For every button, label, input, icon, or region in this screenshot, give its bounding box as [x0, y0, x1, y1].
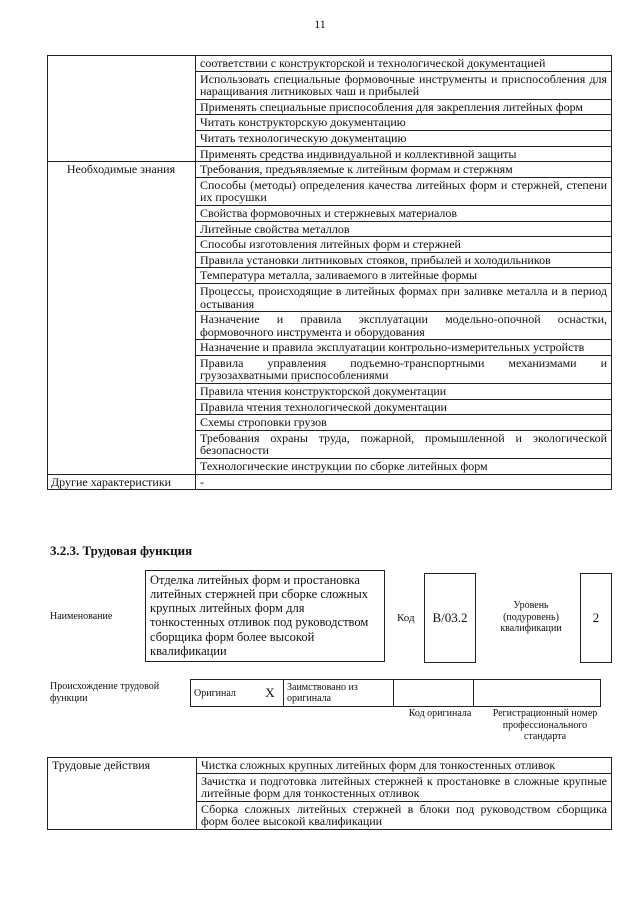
skill-item: Применять специальные приспособления для закрепления литейных форм: [196, 99, 612, 115]
knowledge-item: Правила установки литниковых стояков, прибылей и холодильников: [196, 252, 612, 268]
knowledge-item: Способы (методы) определения качества литейных форм и стержней, степени их просушки: [196, 177, 612, 205]
table-row: [191, 680, 601, 707]
name-label: Наименование: [50, 611, 113, 622]
origin-label: Происхождение трудовой функции: [50, 681, 160, 704]
requirements-table: [47, 55, 612, 490]
knowledge-item: Литейные свойства металлов: [196, 221, 612, 237]
action-item: Зачистка и подготовка литейных стержней к простановке в сложные крупные литейные форм для тонкостенных отливок: [197, 773, 612, 801]
original-mark: X: [257, 680, 284, 707]
knowledge-item: Способы изготовления литейных форм и стержней: [196, 237, 612, 253]
table-row: [48, 162, 612, 178]
knowledge-item: Свойства формовочных и стержневых материалов: [196, 205, 612, 221]
knowledge-item: Правила чтения технологической документации: [196, 399, 612, 415]
knowledge-item: Схемы строповки грузов: [196, 415, 612, 431]
original-label: Оригинал: [191, 680, 258, 707]
knowledge-item: Технологические инструкции по сборке литейных форм: [196, 459, 612, 475]
actions-table: [47, 757, 612, 830]
knowledge-item: Правила чтения конструкторской документации: [196, 384, 612, 400]
other-characteristics-value: -: [196, 474, 612, 490]
code-original-cell: [394, 680, 474, 707]
skill-item: Использовать специальные формовочные инструменты и приспособления для наращивания литниковых чаш и прибылей: [196, 71, 612, 99]
function-name-box: Отделка литейных форм и простановка литейных стержней при сборке сложных крупных литейных форм для тонкостенных отливок под руководством сборщика форм более высокой квалификации: [145, 570, 385, 662]
table-row: [48, 56, 612, 72]
code-original-label: Код оригинала: [408, 708, 472, 719]
section-title: 3.2.3. Трудовая функция: [50, 543, 193, 558]
knowledge-item: Правила управления подъемно-транспортными механизмами и грузозахватными приспособлениями: [196, 355, 612, 383]
knowledge-item: Требования, предъявляемые к литейным формам и стержням: [196, 162, 612, 178]
level-label: Уровень (подуровень) квалификации: [500, 600, 562, 634]
skill-item: соответствии с конструкторской и технологической документацией: [196, 56, 612, 72]
table-row: [48, 758, 612, 774]
knowledge-item: Назначение и правила эксплуатации модельно-опочной оснастки, формовочного инструмента и оборудования: [196, 312, 612, 340]
skill-item: Читать технологическую документацию: [196, 130, 612, 146]
knowledge-label: Необходимые знания: [48, 162, 196, 474]
borrowed-label: Заимствовано из оригинала: [284, 680, 394, 707]
skill-item: Применять средства индивидуальной и коллективной защиты: [196, 146, 612, 162]
action-item: Чистка сложных крупных литейных форм для тонкостенных отливок: [197, 758, 612, 774]
reg-number-label: Регистрационный номер профессионального стандарта: [492, 708, 598, 742]
other-characteristics-label: Другие характеристики: [48, 474, 196, 490]
skill-item: Читать конструкторскую документацию: [196, 115, 612, 131]
reg-number-cell: [474, 680, 601, 707]
category-cell-empty: [48, 56, 196, 162]
knowledge-item: Требования охраны труда, пожарной, промышленной и экологической безопасности: [196, 430, 612, 458]
table-row: [48, 474, 612, 490]
code-value: В/03.2: [432, 610, 468, 625]
knowledge-item: Назначение и правила эксплуатации контрольно-измерительных устройств: [196, 340, 612, 356]
code-label: Код: [397, 612, 415, 624]
action-item: Сборка сложных литейных стержней в блоки под руководством сборщика форм более высокой квалификации: [197, 801, 612, 829]
page-number: 11: [314, 17, 326, 31]
actions-label: Трудовые действия: [48, 758, 197, 830]
knowledge-item: Температура металла, заливаемого в литейные формы: [196, 268, 612, 284]
level-value-box: [580, 573, 612, 663]
origin-table: [190, 679, 601, 707]
code-value-box: [424, 573, 476, 663]
level-value: 2: [592, 610, 600, 625]
knowledge-item: Процессы, происходящие в литейных формах при заливке металла и в период остывания: [196, 283, 612, 311]
